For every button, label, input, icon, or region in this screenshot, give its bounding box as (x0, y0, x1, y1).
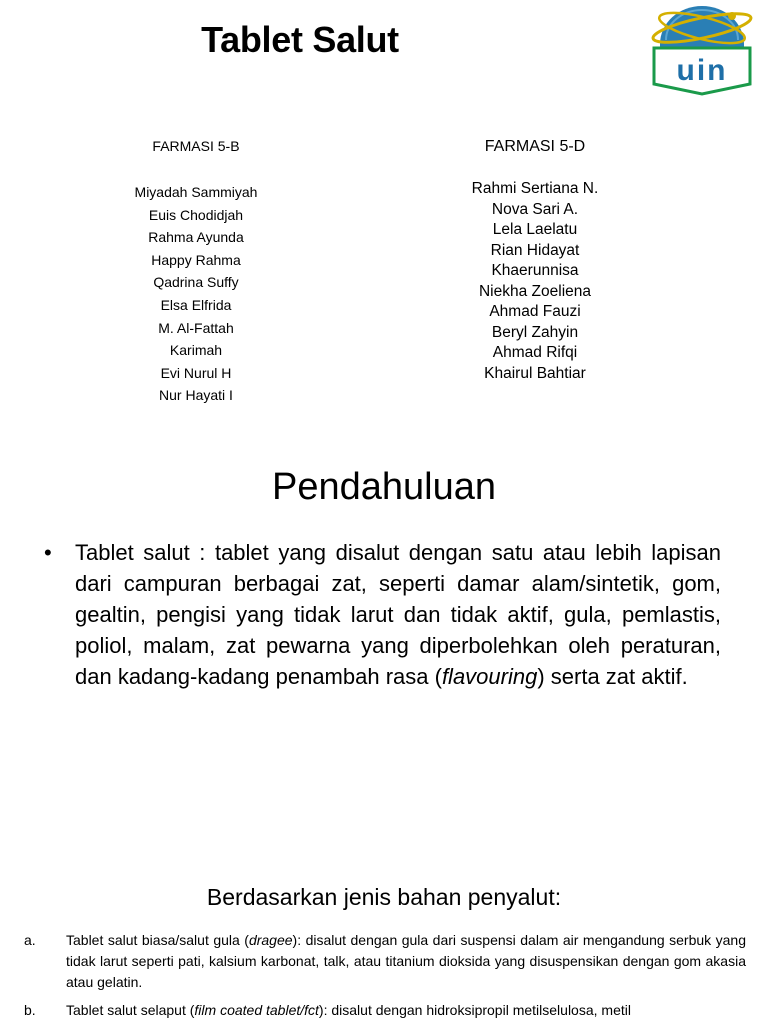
list-marker: b. (24, 1002, 36, 1018)
text-segment: ): disalut dengan hidroksipropil metilselulosa, metil (318, 1002, 631, 1018)
member-list (434, 179, 636, 384)
group-heading: FARMASI 5-D (484, 138, 586, 155)
list-item (24, 1000, 746, 1021)
text-segment: ): disalut dengan gula dari suspensi dalam air mengandung serbuk yang tidak larut seperti pati, kalsium karbonat, talk, atau titanium dioksida yang disuspensikan dengan gom akasia atau gelatin. (66, 932, 746, 990)
member-name: Ahmad Rifqi (492, 344, 578, 361)
member-list (96, 181, 296, 407)
member-name: Rahma Ayunda (148, 229, 244, 246)
member-name: M. Al-Fattah (158, 319, 234, 336)
bullet-icon: • (44, 540, 52, 565)
member-name: Khaerunnisa (491, 262, 579, 279)
text-segment: Tablet salut : tablet yang disalut dengan satu atau lebih lapisan dari campuran berbagai zat, seperti damar alam/sintetik, gom, gealtin, pengisi yang tidak larut dan tidak aktif, gula, pemlastis, poliol, malam, zat pewarna yang diperbolehkan oleh peraturan, dan kadang-kadang penambah rasa ( (75, 540, 721, 689)
italic-term: dragee (248, 932, 293, 948)
member-name: Evi Nurul H (160, 364, 232, 381)
member-name: Nur Hayati I (159, 387, 233, 404)
member-name: Beryl Zahyin (491, 323, 579, 341)
list-item (24, 930, 746, 993)
svg-text:uin: uin (676, 54, 728, 87)
group-farmasi-5b (96, 137, 296, 407)
member-name: Niekha Zoeliena (478, 282, 591, 300)
member-name: Elsa Elfrida (160, 296, 232, 313)
list-item-text (66, 930, 746, 993)
text-segment: Tablet salut biasa/salut gula ( (66, 932, 249, 948)
definition-paragraph (44, 537, 721, 692)
coating-type-list (24, 930, 746, 1021)
member-name: Rahmi Sertiana N. (471, 180, 599, 197)
slide-title: Tablet Salut (201, 19, 399, 60)
member-name: Nova Sari A. (491, 200, 579, 218)
member-name: Happy Rahma (151, 251, 241, 268)
member-name: Miyadah Sammiyah (134, 184, 258, 200)
text-segment: ) serta zat aktif. (537, 664, 688, 689)
member-name: Rian Hidayat (490, 241, 580, 259)
italic-term: film coated tablet/fct (194, 1002, 319, 1018)
section-title-jenis-penyalut: Berdasarkan jenis bahan penyalut: (206, 884, 562, 910)
section-title-pendahuluan: Pendahuluan (272, 466, 496, 508)
member-name: Qadrina Suffy (153, 274, 239, 291)
member-name: Karimah (169, 342, 223, 359)
list-marker: a. (24, 932, 36, 948)
group-heading: FARMASI 5-B (152, 138, 240, 154)
member-name: Euis Chodidjah (148, 206, 244, 223)
bullet-text (75, 537, 721, 692)
member-name: Khairul Bahtiar (484, 364, 586, 382)
text-segment: Tablet salut selaput ( (66, 1002, 195, 1018)
list-item-text (66, 1000, 746, 1021)
member-name: Ahmad Fauzi (489, 303, 581, 320)
italic-term: flavouring (441, 664, 538, 689)
member-name: Lela Laelatu (492, 221, 578, 238)
group-farmasi-5d (434, 137, 636, 384)
uin-logo (646, 4, 758, 96)
